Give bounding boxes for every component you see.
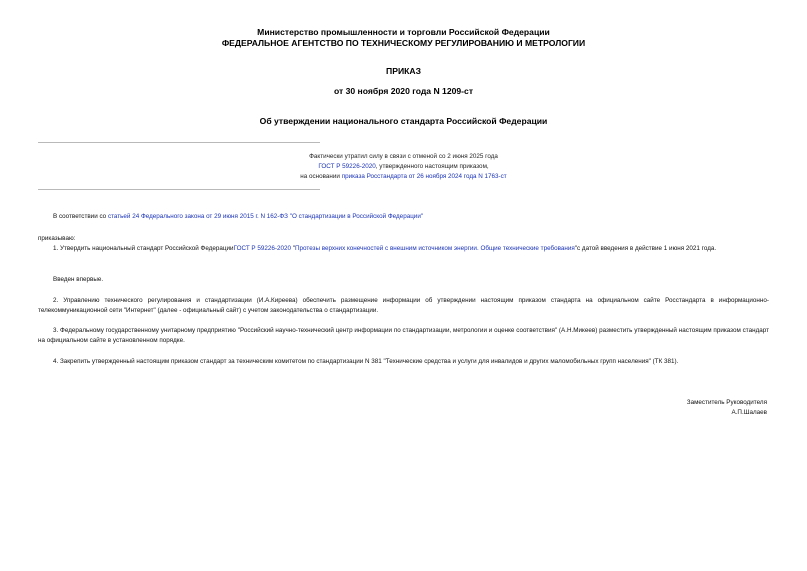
status-note-line-2 [0,162,807,172]
ministry-heading: Министерство промышленности и торговли Российской Федерации [257,27,550,37]
item-1-prefix: 1. Утвердить национальный стандарт Российской Федерации [53,245,234,252]
intro-paragraph [38,212,769,222]
document-date-number: от 30 ноября 2020 года N 1209-ст [333,86,474,96]
order-word: приказываю: [38,235,76,242]
item-3-paragraph [38,326,769,346]
item-4-text: 4. Закрепить утвержденный настоящим приказом стандарт за техническим комитетом по стандартизации N 381 "Технические средства и услуги для инвалидов и других маломобильных групп населения" (ТК 381). [53,358,679,365]
signatory-name: А.П.Шалаев [731,409,767,416]
first-time-text: Введен впервые. [53,276,104,283]
item-4-paragraph [38,357,769,367]
item-3-text: 3. Федеральному государственному унитарному предприятию "Российский научно-технический центр информации по стандартизации, метрологии и оценке соответствия" (А.Н.Микеев) разместить утвержденный настоящим приказом стандарт на официальном сайте в установленном порядке. [38,327,769,344]
gost-link[interactable]: ГОСТ Р 59226-2020 [318,163,376,170]
item-1-separator: " [290,245,295,252]
top-divider [38,142,320,143]
standard-title-link[interactable]: Протезы верхних конечностей с внешним источником энергии. Общие технические требования [294,245,575,252]
status-note-line-3 [0,172,807,182]
intro-prefix: В соответствии со [53,213,108,220]
document-subject: Об утверждении национального стандарта Российской Федерации [259,116,548,126]
gost-standard-link[interactable]: ГОСТ Р 59226-2020 [233,245,291,252]
item-1-paragraph [38,244,769,254]
item-2-paragraph [38,296,769,316]
federal-law-link[interactable]: статьей 24 Федерального закона от 29 июня 2015 г. N 162-ФЗ "О стандартизации в Российской Федерации" [107,213,424,220]
first-time-note [38,275,769,285]
status-note-line-1: Фактически утратил силу в связи с отменой со 2 июня 2025 года [309,153,498,160]
status-note-text: , утвержденного настоящим приказом, [375,163,489,170]
agency-heading: ФЕДЕРАЛЬНОЕ АГЕНТСТВО ПО ТЕХНИЧЕСКОМУ РЕГУЛИРОВАНИЮ И МЕТРОЛОГИИ [221,38,586,48]
signatory-position: Заместитель Руководителя [686,399,767,406]
item-1-suffix: "с датой введения в действие 1 июня 2021 года. [574,245,717,252]
document-type: ПРИКАЗ [386,66,421,76]
rosstandart-order-link[interactable]: приказа Росстандарта от 26 ноября 2024 года N 1763-ст [341,173,507,180]
status-note-prefix: на основании [300,173,342,180]
bottom-divider [38,189,320,190]
item-2-text: 2. Управлению технического регулирования и стандартизации (И.А.Киреева) обеспечить размещение информации об утверждении настоящим приказом стандарта на официальном сайте Росстандарта в информационно-телекоммуникационной сети "Интернет" (далее - официальный сайт) с учетом законодательства о стандартизации. [38,297,769,314]
